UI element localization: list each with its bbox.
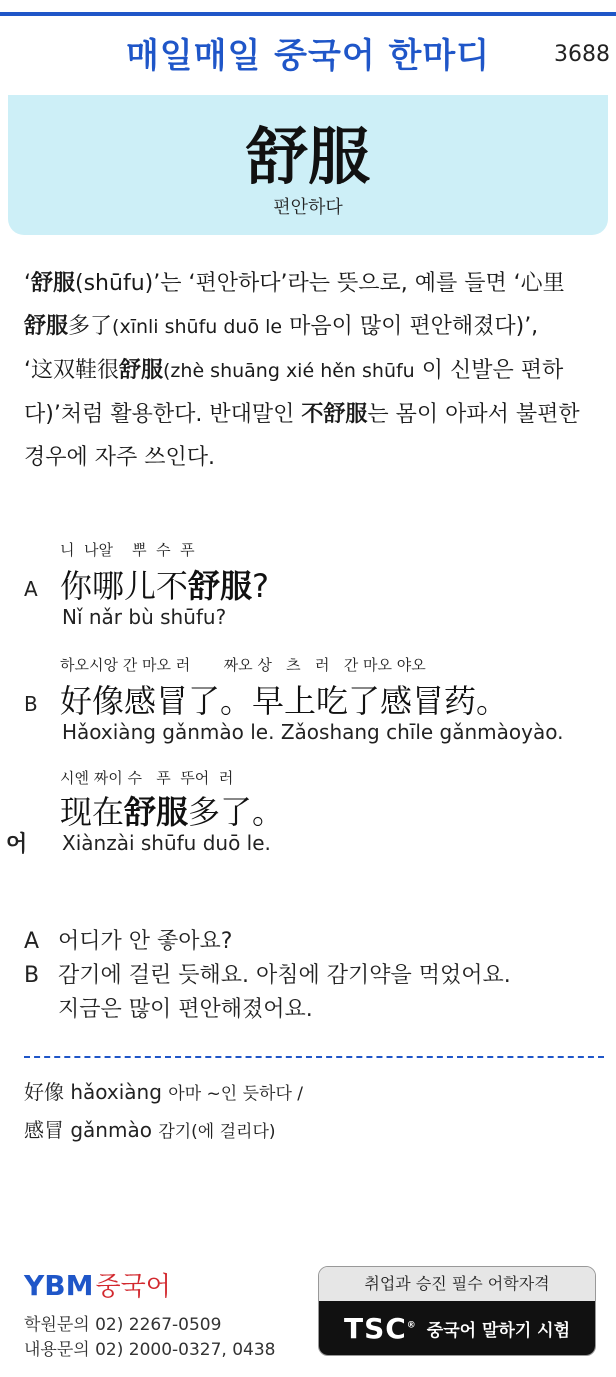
- chinese-text: 多了。: [188, 793, 285, 831]
- pinyin-line: Nǐ nǎr bù shūfu?: [62, 605, 227, 629]
- korean-pronunciation: 시엔 짜이 수 푸 뚜어 러: [60, 769, 234, 787]
- chinese-keyword: 舒服: [188, 567, 253, 605]
- speaker-label: [24, 993, 58, 1027]
- vocabulary-list: [24, 1074, 604, 1150]
- headword-meaning: 편안하다: [273, 197, 343, 218]
- chinese-text: ?: [252, 567, 270, 605]
- chinese-text: 现在: [60, 793, 125, 831]
- academy-contact: 학원문의 02) 2267-0509: [24, 1315, 222, 1335]
- speaker-label: A: [24, 577, 38, 601]
- tsc-banner[interactable]: [318, 1266, 596, 1356]
- translation-row: [24, 959, 604, 993]
- speaker-label: 어: [6, 832, 28, 857]
- translation-text: 감기에 걸린 듯해요. 아침에 감기약을 먹었어요.: [58, 963, 511, 988]
- explanation-keyword: 舒服: [31, 271, 76, 296]
- tsc-logo: [344, 1312, 417, 1345]
- tsc-tagline: 취업과 승진 필수 어학자격: [319, 1267, 595, 1301]
- explanation-text: 는 몸이 아파서 불편한 경우에 자주 쓰인다.: [24, 402, 580, 470]
- series-title: 매일매일 중국어 한마디: [125, 36, 491, 76]
- explanation-keyword: 不舒服: [301, 402, 368, 427]
- translation-row: [24, 925, 604, 959]
- chinese-sentence: [60, 787, 284, 833]
- explanation-text: ‘: [24, 271, 31, 296]
- explanation-text: 多了: [68, 314, 113, 339]
- speaker-label: B: [24, 692, 38, 716]
- vocab-meaning: 아마 ~인 듯하다 /: [168, 1084, 304, 1104]
- explanation-paragraph: [24, 262, 604, 479]
- explanation-text: ‘这双鞋很: [24, 358, 119, 383]
- pinyin-line: Xiànzài shūfu duō le.: [62, 831, 271, 855]
- tsc-bar: [319, 1301, 595, 1355]
- tsc-name: 중국어 말하기 시험: [426, 1320, 571, 1341]
- explanation-text: (shūfu)’는 ‘편안하다’라는 뜻으로, 예를 들면 ‘心里: [75, 271, 565, 296]
- ybm-logo: [24, 1266, 171, 1303]
- vocab-meaning: 감기(에 걸리다): [158, 1122, 276, 1142]
- content-contact: 내용문의 02) 2000-0327, 0438: [24, 1340, 276, 1360]
- translation-text: 지금은 많이 편안해졌어요.: [58, 997, 313, 1022]
- explanation-text: 이 신발은 편하다)’처럼 활용한다. 반대말인: [24, 358, 564, 427]
- translation-row: [24, 993, 604, 1027]
- vocab-pinyin: hǎoxiàng: [70, 1080, 162, 1104]
- chinese-sentence: [60, 561, 269, 607]
- explanation-pinyin: (zhè shuāng xié hěn shūfu: [163, 360, 415, 382]
- explanation-keyword: 舒服: [119, 358, 164, 383]
- pinyin-line: Hǎoxiàng gǎnmào le. Zǎoshang chīle gǎnmàoyào.: [62, 720, 564, 744]
- speaker-label: B: [24, 963, 40, 988]
- issue-number: 3688: [554, 42, 610, 67]
- vocab-word: 感冒: [24, 1118, 64, 1142]
- korean-translation: [24, 925, 604, 1027]
- registered-mark: ®: [406, 1320, 417, 1331]
- speaker-label: A: [24, 929, 40, 954]
- headword-panel: [8, 95, 608, 235]
- korean-pronunciation: 니 나알 뿌 수 푸: [60, 541, 195, 559]
- headword: 舒服: [245, 120, 370, 193]
- tsc-logo-text: TSC: [343, 1311, 407, 1345]
- chinese-text: 好像感冒了。早上吃了感冒药。: [60, 682, 509, 720]
- explanation-keyword: 舒服: [24, 314, 69, 339]
- vocab-item: [24, 1112, 604, 1150]
- brand-suffix: 중국어: [95, 1272, 171, 1302]
- top-rule: [0, 12, 616, 16]
- chinese-keyword: 舒服: [124, 793, 189, 831]
- explanation-pinyin: (xīnli shūfu duō le: [112, 316, 283, 338]
- dashed-divider: [24, 1056, 604, 1058]
- korean-pronunciation: 하오시앙 간 마오 러 짜오 상 츠 러 간 마오 야오: [60, 656, 426, 674]
- brand-name: YBM: [24, 1269, 94, 1302]
- vocab-pinyin: gǎnmào: [70, 1118, 152, 1142]
- translation-text: 어디가 안 좋아요?: [58, 929, 233, 954]
- vocab-word: 好像: [24, 1080, 64, 1104]
- explanation-text: 마음이 많이 편안해졌다)’,: [282, 314, 539, 339]
- chinese-text: 你哪儿不: [60, 567, 189, 605]
- vocab-item: [24, 1074, 604, 1112]
- chinese-sentence: [60, 676, 508, 722]
